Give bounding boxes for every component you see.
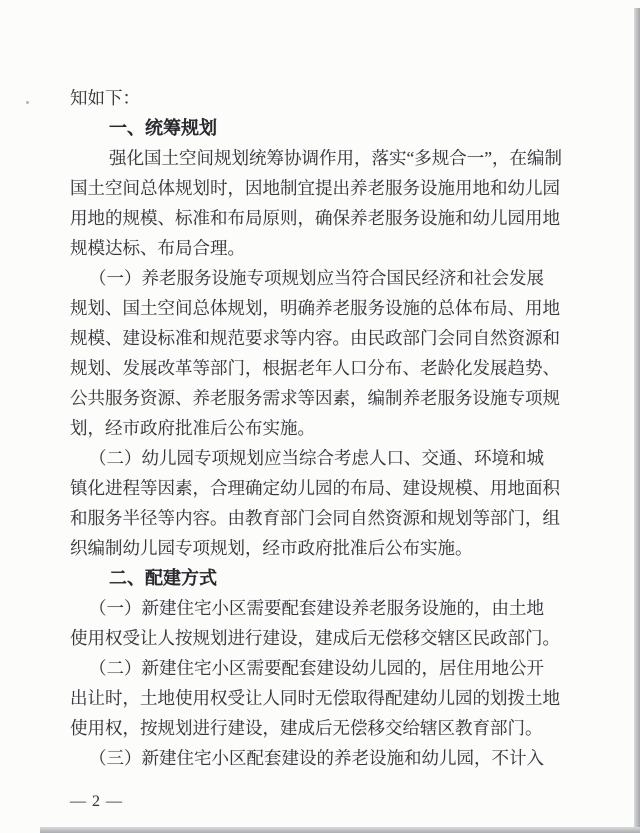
text-line: 规划、发展改革等部门，根据老年人口分布、老龄化发展趋势、: [70, 358, 560, 378]
scan-edge-shadow-right: [634, 8, 640, 833]
text-line: 使用权受让人按规划进行建设，建成后无偿移交辖区民政部门。: [70, 628, 560, 648]
text-line: （二）新建住宅小区需要配套建设幼儿园的，居住用地公开: [89, 658, 544, 678]
section-heading: 二、配建方式: [109, 568, 217, 588]
document-text-block: [70, 83, 576, 773]
text-line: 规模达标、布局合理。: [70, 238, 245, 258]
text-line: （一）新建住宅小区需要配套建设养老服务设施的，由土地: [89, 598, 544, 618]
text-line: 规模、建设标准和规范要求等内容。由民政部门会同自然资源和: [70, 328, 560, 348]
text-line: 用地的规模、标准和布局原则，确保养老服务设施和幼儿园用地: [70, 208, 560, 228]
text-line: 强化国土空间规划统筹协调作用，落实“多规合一”，在编制: [109, 148, 563, 168]
text-line: （二）幼儿园专项规划应当综合考虑人口、交通、环境和城: [89, 448, 544, 468]
text-line: （一）养老服务设施专项规划应当符合国民经济和社会发展: [89, 268, 544, 288]
text-line: 规划、国土空间总体规划，明确养老服务设施的总体布局、用地: [70, 298, 560, 318]
text-line: 镇化进程等因素，合理确定幼儿园的布局、建设规模、用地面积: [70, 478, 560, 498]
text-line: 使用权，按规划进行建设，建成后无偿移交给辖区教育部门。: [70, 718, 543, 738]
text-line: 知如下：: [70, 88, 140, 108]
text-line: （三）新建住宅小区配套建设的养老设施和幼儿园，不计入: [89, 748, 544, 768]
scan-edge-shadow-bottom: [40, 827, 640, 833]
scan-speck: [26, 101, 29, 104]
text-line: 公共服务资源、养老服务需求等因素，编制养老服务设施专项规: [70, 388, 560, 408]
text-line: 划，经市政府批准后公布实施。: [70, 418, 315, 438]
text-line: 出让时，土地使用权受让人同时无偿取得配建幼儿园的划拨土地: [70, 688, 560, 708]
section-heading: 一、统筹规划: [109, 118, 217, 138]
page-number: — 2 —: [70, 793, 123, 810]
text-line: 国土空间总体规划时，因地制宜提出养老服务设施用地和幼儿园: [70, 178, 560, 198]
text-line: 织编制幼儿园专项规划，经市政府批准后公布实施。: [70, 538, 473, 558]
text-line: 和服务半径等内容。由教育部门会同自然资源和规划等部门，组: [70, 508, 560, 528]
